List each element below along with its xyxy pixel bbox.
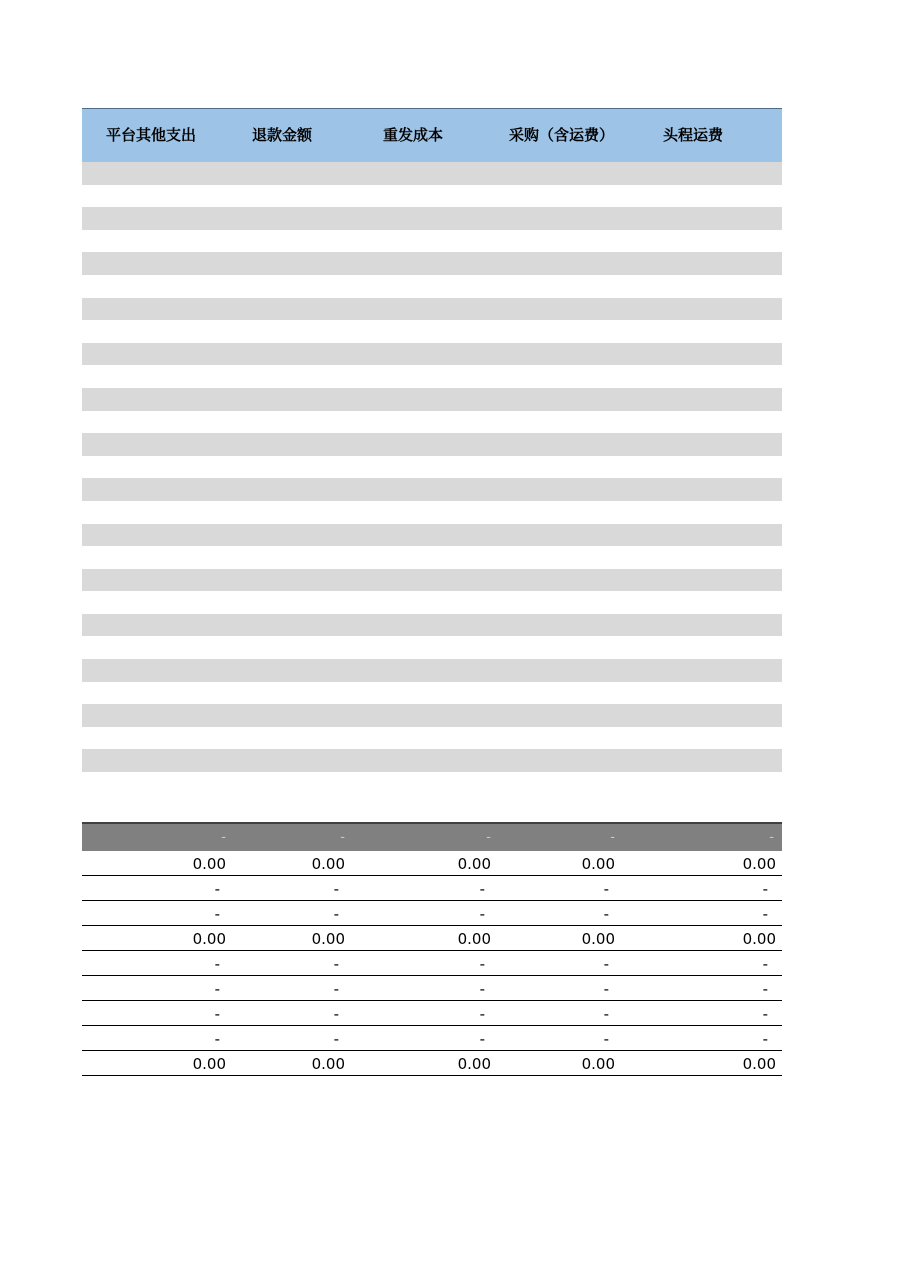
table-row [82, 851, 782, 876]
table-row [82, 901, 782, 926]
table-row[interactable] [82, 478, 782, 501]
table-cell[interactable]: - [214, 1030, 220, 1048]
summary-rows [82, 851, 782, 1076]
table-cell[interactable]: 0.00 [457, 855, 491, 873]
total-cell[interactable]: - [769, 830, 774, 845]
total-cell[interactable]: - [610, 830, 615, 845]
table-cell[interactable]: - [214, 955, 220, 973]
total-cell[interactable]: - [221, 830, 226, 845]
table-cell[interactable]: 0.00 [311, 930, 345, 948]
table-cell[interactable]: - [762, 1030, 768, 1048]
table-cell[interactable]: - [479, 955, 485, 973]
table-cell[interactable]: 0.00 [457, 1055, 491, 1073]
table-row[interactable] [82, 749, 782, 772]
table-row [82, 976, 782, 1001]
table-cell[interactable]: - [479, 905, 485, 923]
table-row[interactable] [82, 411, 782, 434]
table-row[interactable] [82, 433, 782, 456]
table-cell[interactable]: - [479, 880, 485, 898]
table-row [82, 1026, 782, 1051]
table-row[interactable] [82, 320, 782, 343]
table-row [82, 926, 782, 951]
table-cell[interactable]: - [333, 905, 339, 923]
table-row[interactable] [82, 230, 782, 253]
table-cell[interactable]: - [479, 980, 485, 998]
table-cell[interactable]: 0.00 [742, 930, 776, 948]
table-row [82, 1051, 782, 1076]
table-cell[interactable]: 0.00 [742, 855, 776, 873]
table-cell[interactable]: 0.00 [192, 930, 226, 948]
total-row [82, 822, 782, 851]
table-cell[interactable]: 0.00 [581, 1055, 615, 1073]
table-cell[interactable]: - [762, 880, 768, 898]
table-row[interactable] [82, 365, 782, 388]
empty-data-rows [82, 162, 782, 800]
table-row[interactable] [82, 682, 782, 705]
table-cell[interactable]: - [603, 880, 609, 898]
table-row[interactable] [82, 704, 782, 727]
table-row[interactable] [82, 456, 782, 479]
table-cell[interactable]: - [479, 1005, 485, 1023]
table-cell[interactable]: - [603, 955, 609, 973]
table-cell[interactable]: - [603, 905, 609, 923]
table-cell[interactable]: - [603, 980, 609, 998]
header-reship-cost[interactable]: 重发成本 [383, 126, 444, 144]
table-row [82, 876, 782, 901]
table-cell[interactable]: - [603, 1030, 609, 1048]
table-row[interactable] [82, 524, 782, 547]
table-row[interactable] [82, 591, 782, 614]
table-row[interactable] [82, 343, 782, 366]
table-row[interactable] [82, 772, 782, 795]
table-row[interactable] [82, 569, 782, 592]
table-cell[interactable]: - [333, 1030, 339, 1048]
table-cell[interactable]: - [762, 1005, 768, 1023]
table-row[interactable] [82, 614, 782, 637]
table-cell[interactable]: - [333, 980, 339, 998]
table-cell[interactable]: 0.00 [192, 855, 226, 873]
spreadsheet-table [82, 108, 782, 1076]
table-cell[interactable]: - [214, 1005, 220, 1023]
table-row[interactable] [82, 252, 782, 275]
table-row[interactable] [82, 185, 782, 208]
table-cell[interactable]: 0.00 [581, 855, 615, 873]
table-cell[interactable]: - [214, 905, 220, 923]
table-row[interactable] [82, 275, 782, 298]
header-purchase-incl-shipping[interactable]: 采购（含运费） [509, 126, 615, 144]
table-row[interactable] [82, 501, 782, 524]
header-refund-amount[interactable]: 退款金额 [252, 126, 313, 144]
table-cell[interactable]: - [762, 955, 768, 973]
table-row[interactable] [82, 546, 782, 569]
table-cell[interactable]: 0.00 [457, 930, 491, 948]
table-cell[interactable]: - [479, 1030, 485, 1048]
table-cell[interactable]: - [333, 1005, 339, 1023]
table-row[interactable] [82, 727, 782, 750]
header-platform-other-expense[interactable]: 平台其他支出 [106, 126, 197, 144]
table-row[interactable] [82, 388, 782, 411]
table-row [82, 951, 782, 976]
table-cell[interactable]: 0.00 [192, 1055, 226, 1073]
table-row[interactable] [82, 636, 782, 659]
table-row[interactable] [82, 207, 782, 230]
table-cell[interactable]: 0.00 [311, 1055, 345, 1073]
table-cell[interactable]: 0.00 [311, 855, 345, 873]
table-cell[interactable]: 0.00 [742, 1055, 776, 1073]
table-cell[interactable]: - [762, 905, 768, 923]
total-cell[interactable]: - [340, 830, 345, 845]
total-cell[interactable]: - [486, 830, 491, 845]
table-cell[interactable]: - [214, 980, 220, 998]
table-cell[interactable]: - [333, 955, 339, 973]
header-first-leg-freight[interactable]: 头程运费 [663, 126, 724, 144]
table-row[interactable] [82, 162, 782, 185]
table-cell[interactable]: 0.00 [581, 930, 615, 948]
table-cell[interactable]: - [333, 880, 339, 898]
table-header-row [82, 108, 782, 162]
table-cell[interactable]: - [214, 880, 220, 898]
table-cell[interactable]: - [603, 1005, 609, 1023]
table-row [82, 1001, 782, 1026]
table-cell[interactable]: - [762, 980, 768, 998]
table-row[interactable] [82, 298, 782, 321]
table-row[interactable] [82, 659, 782, 682]
